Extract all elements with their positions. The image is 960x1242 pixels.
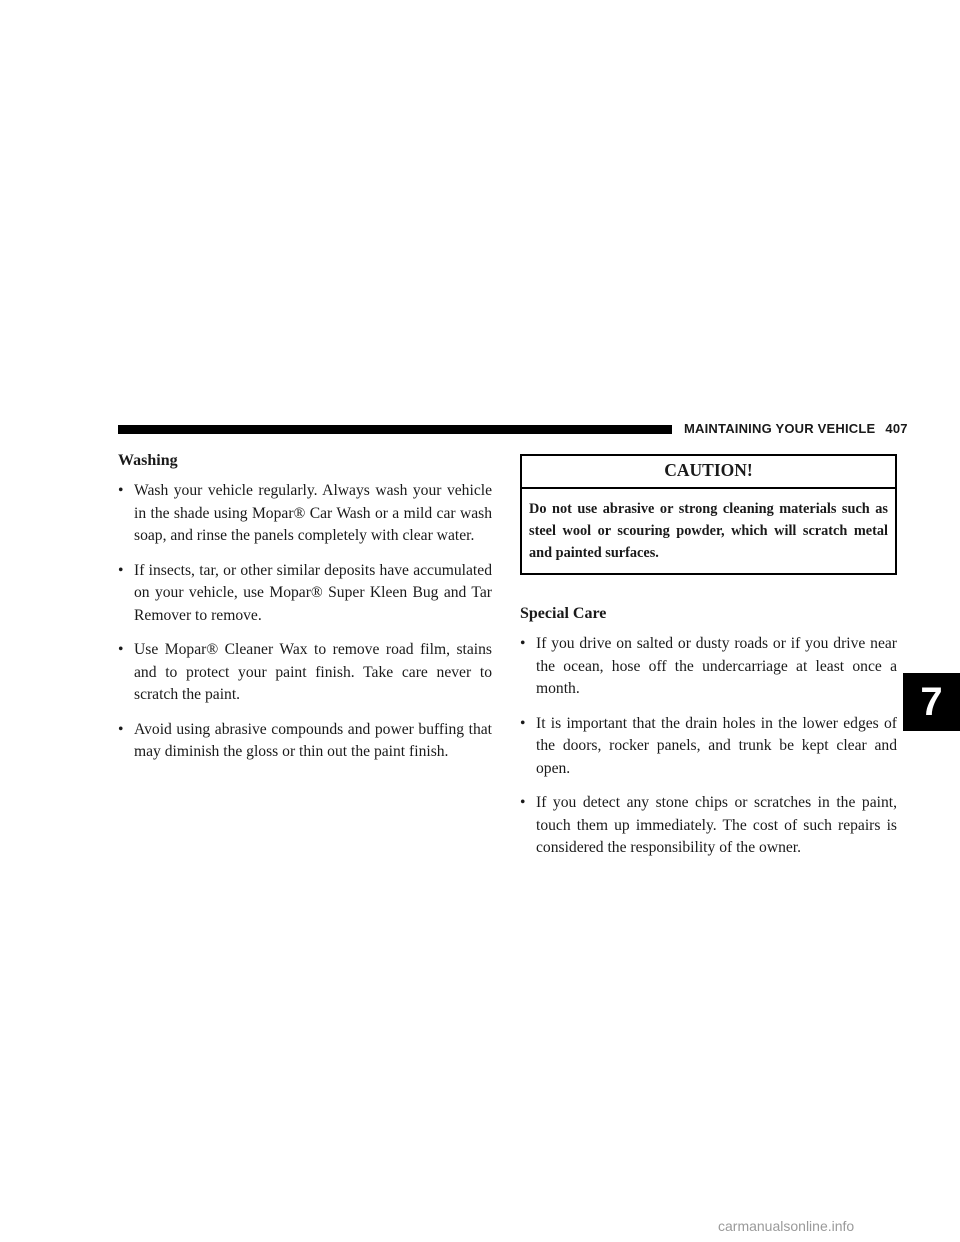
washing-list xyxy=(118,480,492,764)
list-item-text: If you drive on salted or dusty roads or if you drive near the ocean, hose off the undercarriage at least once a month. xyxy=(536,635,897,697)
list-item xyxy=(118,639,492,707)
list-item-text: Use Mopar® Cleaner Wax to remove road film, stains and to protect your paint finish. Take care never to scratch the paint. xyxy=(134,641,492,703)
header-rule xyxy=(118,425,672,434)
right-column xyxy=(520,454,897,872)
list-item xyxy=(118,719,492,764)
special-care-list xyxy=(520,633,897,860)
bullet-icon: • xyxy=(520,714,526,732)
list-item xyxy=(520,713,897,781)
bullet-icon: • xyxy=(118,482,124,499)
special-care-heading: Special Care xyxy=(520,605,607,622)
bullet-icon: • xyxy=(520,635,526,652)
list-item-text: If insects, tar, or other similar deposits have accumulated on your vehicle, use Mopar® Super Kleen Bug and Tar Remover to remove. xyxy=(134,561,492,624)
list-item xyxy=(520,633,897,701)
section-title: MAINTAINING YOUR VEHICLE xyxy=(684,421,876,436)
list-item xyxy=(520,792,897,860)
list-item-text: Wash your vehicle regularly. Always wash your vehicle in the shade using Mopar® Car Wash or a mild car wash soap, and rinse the panels completely with clear water. xyxy=(134,482,492,544)
caution-title: CAUTION! xyxy=(522,456,895,489)
left-column xyxy=(118,452,492,776)
running-head xyxy=(684,421,908,436)
page-number: 407 xyxy=(885,421,908,436)
list-item xyxy=(118,560,492,628)
list-item-text: It is important that the drain holes in the lower edges of the doors, rocker panels, and trunk be kept clear and open. xyxy=(536,714,897,777)
list-item-text: Avoid using abrasive compounds and power buffing that may diminish the gloss or thin out the paint finish. xyxy=(134,720,492,760)
bullet-icon: • xyxy=(118,561,124,579)
bullet-icon: • xyxy=(520,794,526,811)
washing-heading: Washing xyxy=(118,452,178,469)
watermark: carmanualsonline.info xyxy=(718,1218,855,1234)
caution-body: Do not use abrasive or strong cleaning materials such as steel wool or scouring powder, which will scratch metal and painted surfaces. xyxy=(529,501,888,561)
bullet-icon: • xyxy=(118,720,124,738)
list-item-text: If you detect any stone chips or scratches in the paint, touch them up immediately. The cost of such repairs is considered the responsibility of the owner. xyxy=(536,794,897,856)
bullet-icon: • xyxy=(118,641,124,658)
chapter-tab: 7 xyxy=(903,673,960,731)
caution-box xyxy=(520,454,897,575)
list-item xyxy=(118,480,492,548)
